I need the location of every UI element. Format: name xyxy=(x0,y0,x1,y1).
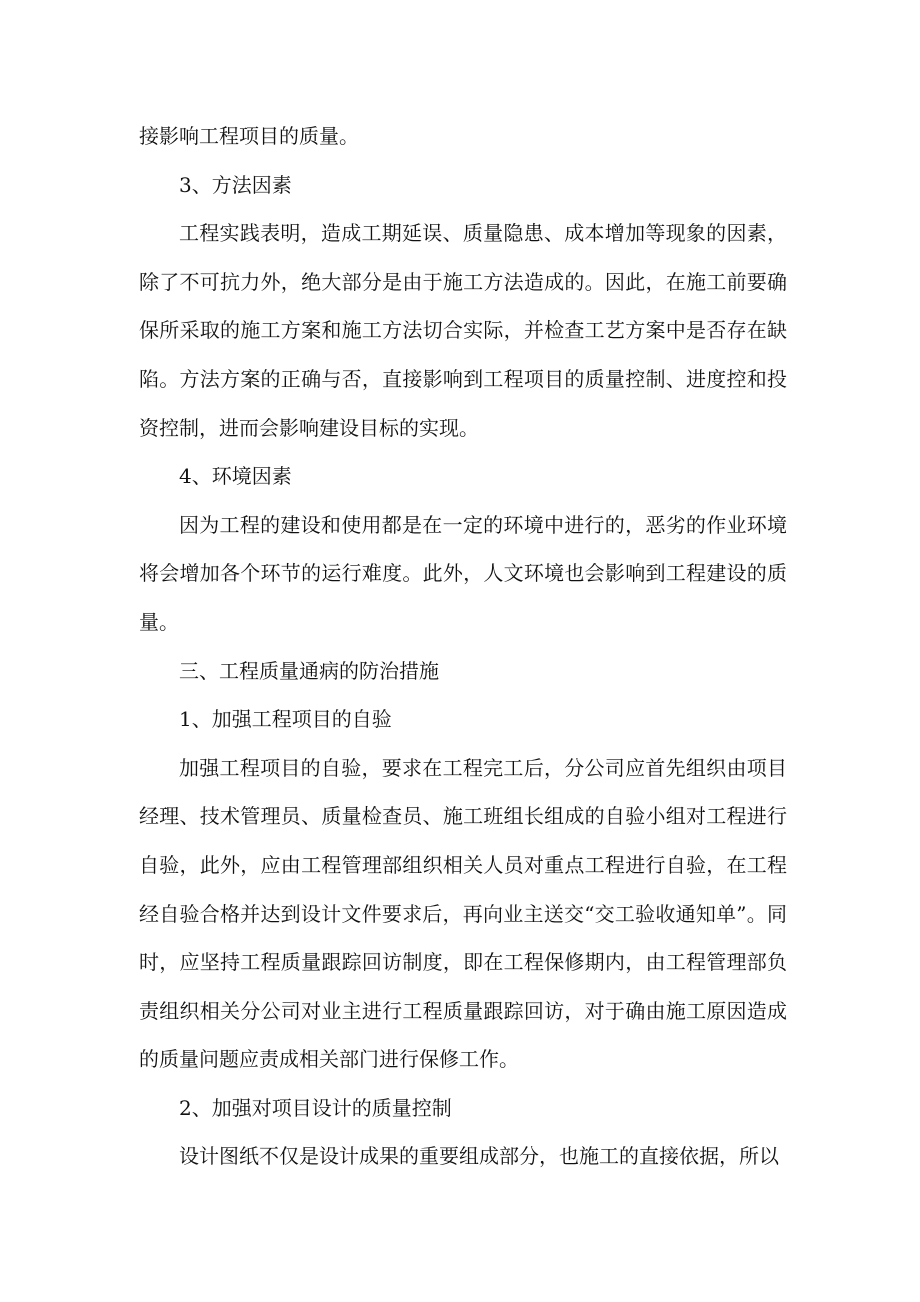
section-heading-self-inspection: 1、加强工程项目的自验 xyxy=(179,707,392,732)
section-heading-environment-factors: 4、环境因素 xyxy=(179,464,292,489)
paragraph-environment-factors: 因为工程的建设和使用都是在一定的环境中进行的，恶劣的作业环境将会增加各个环节的运行难度。此外，人文环境也会影响到工程建设的质量。 xyxy=(139,512,787,634)
section-heading-method-factors: 3、方法因素 xyxy=(179,172,292,197)
paragraph-design-quality-control: 设计图纸不仅是设计成果的重要组成部分，也施工的直接依据，所以 xyxy=(179,1144,779,1169)
chapter-heading-prevention-measures: 三、工程质量通病的防治措施 xyxy=(179,658,439,683)
paragraph-continuation: 接影响工程项目的质量。 xyxy=(139,124,359,148)
paragraph-method-factors: 工程实践表明，造成工期延误、质量隐患、成本增加等现象的因素，除了不可抗力外，绝大部分是由于施工方法造成的。因此，在施工前要确保所采取的施工方案和施工方法切合实际，并检查工艺方案中是否存在缺陷。方法方案的正确与否，直接影响到工程项目的质量控制、进度控和投资控制，进而会影响建设目标的实现。 xyxy=(139,221,787,440)
paragraph-self-inspection: 加强工程项目的自验，要求在工程完工后，分公司应首先组织由项目经理、技术管理员、质量检查员、施工班组长组成的自验小组对工程进行自验，此外，应由工程管理部组织相关人员对重点工程进行自验，在工程经自验合格并达到设计文件要求后，再向业主送交“交工验收通知单”。同时，应坚持工程质量跟踪回访制度，即在工程保修期内，由工程管理部负责组织相关分公司对业主进行工程质量跟踪回访，对于确由施工原因造成的质量问题应责成相关部门进行保修工作。 xyxy=(139,755,787,1072)
section-heading-design-quality-control: 2、加强对项目设计的质量控制 xyxy=(179,1095,452,1120)
document-body xyxy=(139,112,787,1181)
